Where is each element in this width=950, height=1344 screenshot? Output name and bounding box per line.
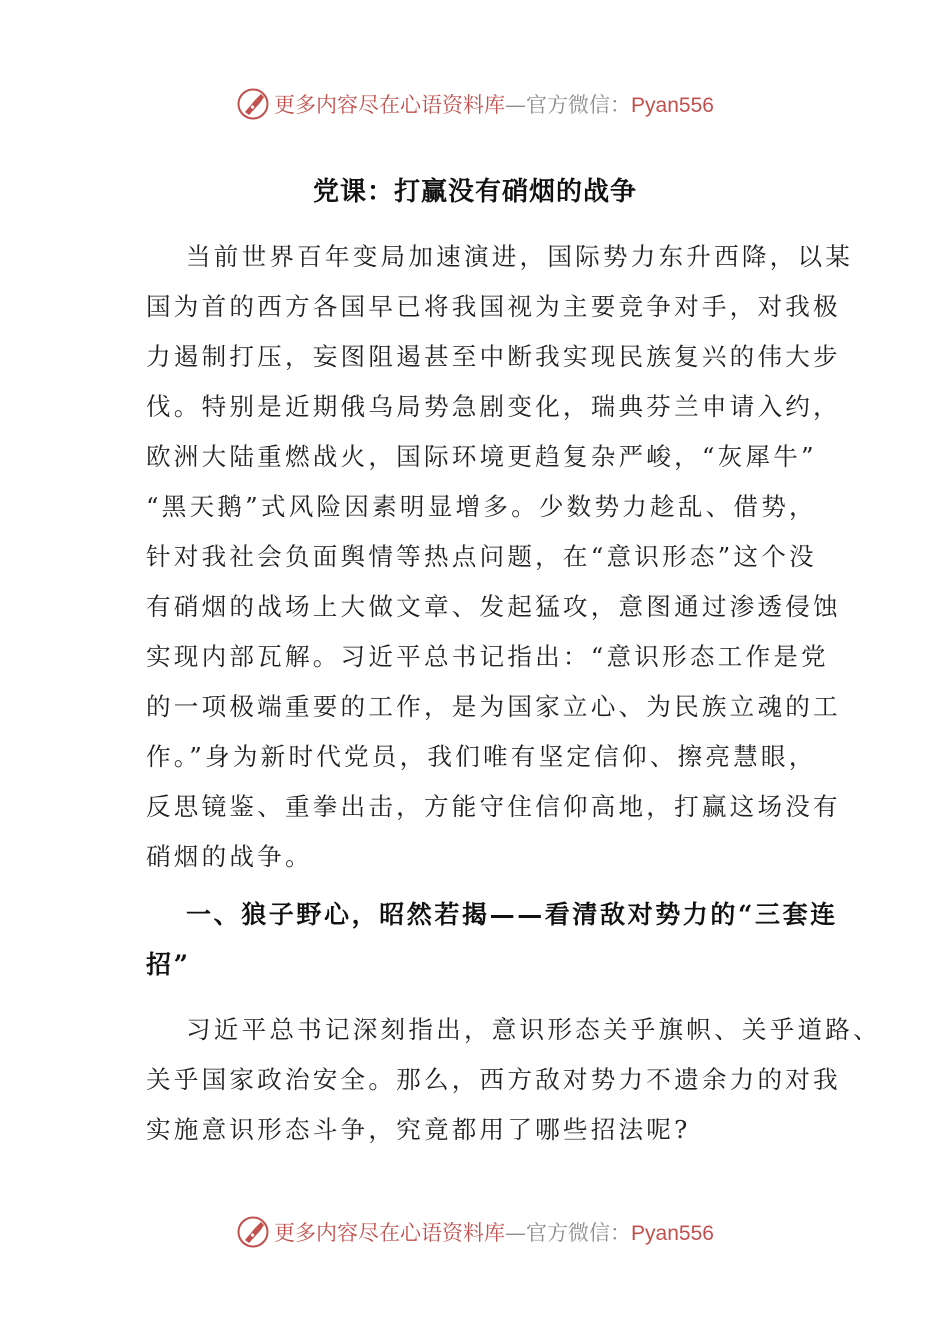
paragraph-line: 力遏制打压，妄图阻遏甚至中断我实现民族复兴的伟大步 (146, 342, 841, 371)
paragraph-line: 针对我社会负面舆情等热点问题，在“意识形态”这个没 (146, 542, 817, 571)
paragraph-line: 有硝烟的战场上大做文章、发起猛攻，意图通过渗透侵蚀 (146, 592, 841, 621)
header-watermark (0, 82, 950, 126)
paragraph-line: 实现内部瓦解。习近平总书记指出：“意识形态工作是党 (146, 642, 829, 671)
document-title: 党课：打赢没有硝烟的战争 (312, 177, 637, 207)
watermark-text (274, 1217, 714, 1247)
heading-line: 一、狼子野心，昭然若揭——看清敌对势力的“三套连 (186, 900, 838, 929)
watermark-label: 官方微信： (526, 1221, 632, 1245)
watermark-main: 更多内容尽在心语资料库 (274, 1221, 506, 1245)
pen-nib-circle-icon (236, 87, 270, 121)
paragraph-line: 伐。特别是近期俄乌局势急剧变化，瑞典芬兰申请入约， (146, 392, 841, 421)
paragraph-line: 的一项极端重要的工作，是为国家立心、为民族立魂的工 (146, 692, 841, 721)
intro-paragraph (146, 232, 854, 882)
heading-line: 招” (146, 950, 191, 979)
watermark-label: 官方微信： (526, 93, 632, 117)
paragraph-line: 国为首的西方各国早已将我国视为主要竞争对手，对我极 (146, 292, 841, 321)
paragraph-line: 关乎国家政治安全。那么，西方敌对势力不遗余力的对我 (146, 1065, 841, 1094)
watermark-id: Pyan556 (631, 1222, 714, 1245)
paragraph-line: 硝烟的战争。 (146, 842, 313, 871)
paragraph-line: “黑天鹅”式风险因素明显增多。少数势力趁乱、借势， (146, 492, 817, 521)
watermark-separator: — (505, 93, 527, 117)
watermark-text (274, 89, 714, 119)
pen-nib-circle-icon (236, 1215, 270, 1249)
paragraph-line: 实施意识形态斗争，究竟都用了哪些招法呢? (146, 1115, 691, 1144)
paragraph-line: 欧洲大陆重燃战火，国际环境更趋复杂严峻，“灰犀牛” (146, 442, 817, 471)
watermark-separator: — (505, 1221, 527, 1245)
paragraph-line: 当前世界百年变局加速演进，国际势力东升西降，以某 (186, 242, 854, 271)
footer-watermark (0, 1210, 950, 1254)
section-paragraph (146, 1005, 881, 1155)
paragraph-line: 反思镜鉴、重拳出击，方能守住信仰高地，打赢这场没有 (146, 792, 841, 821)
watermark-id: Pyan556 (631, 94, 714, 117)
paragraph-line: 作。”身为新时代党员，我们唯有坚定信仰、擦亮慧眼， (146, 742, 817, 771)
watermark-main: 更多内容尽在心语资料库 (274, 93, 506, 117)
section-heading (146, 890, 838, 990)
paragraph-line: 习近平总书记深刻指出，意识形态关乎旗帜、关乎道路、 (186, 1015, 881, 1044)
